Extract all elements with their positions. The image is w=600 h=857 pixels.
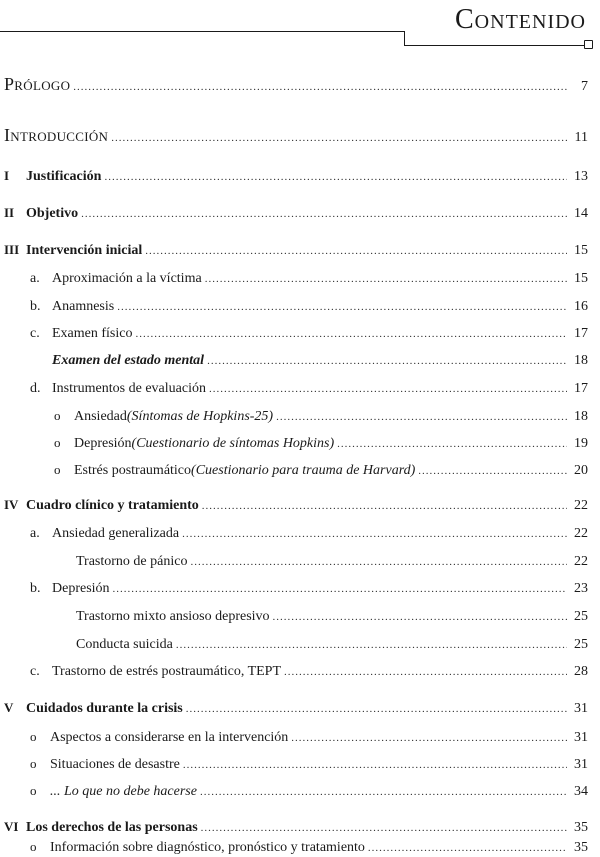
toc-entry-desastre[interactable] (30, 755, 588, 774)
toc-entry-objetivo[interactable] (4, 204, 588, 223)
toc-entry-label: ... Lo que no debe hacerse (50, 784, 197, 799)
section-number: VI (4, 819, 19, 834)
subsection-letter: c. (30, 326, 40, 341)
toc-entry-note: (Cuestionario para trauma de Harvard) (191, 463, 416, 478)
toc-entry-label: Conducta suicida (76, 637, 173, 652)
toc-leader-dots (135, 325, 567, 343)
toc-page-number: 14 (574, 206, 588, 221)
toc-entry-cuadro-clinico[interactable] (4, 496, 588, 515)
toc-page-number: 31 (574, 701, 588, 716)
toc-entry-label: Examen del estado mental (52, 353, 205, 368)
toc-entry-label: Cuadro clínico y tratamiento (26, 498, 199, 513)
toc-page-number: 34 (574, 784, 588, 799)
toc-entry-depresion-inst[interactable] (54, 434, 588, 453)
toc-leader-dots (276, 408, 567, 426)
toc-leader-dots (117, 298, 567, 316)
toc-leader-dots (182, 525, 567, 543)
toc-page-number: 7 (581, 79, 588, 94)
toc-entry-label: Aspectos a considerarse en la intervención (50, 730, 289, 745)
toc-entry-label: Estrés postraumático (74, 463, 192, 478)
subsection-letter: c. (30, 664, 40, 679)
toc-leader-dots (145, 242, 567, 260)
section-number: V (4, 700, 14, 715)
toc-entry-label: Trastorno mixto ansioso depresivo (76, 609, 270, 624)
toc-entry-label: Objetivo (26, 206, 79, 221)
toc-page-number: 25 (574, 609, 588, 624)
toc-entry-label: Trastorno de estrés postraumático, TEPT (52, 664, 282, 679)
toc-leader-dots (209, 380, 567, 398)
subsection-letter: d. (30, 381, 41, 396)
toc-entry-label: Información sobre diagnóstico, pronóstico y tratamiento (50, 840, 365, 855)
header-rule (0, 31, 405, 32)
toc-page-number: 35 (574, 820, 588, 835)
toc-leader-dots (183, 756, 567, 774)
section-number: III (4, 242, 20, 257)
toc-leader-dots (186, 700, 567, 718)
toc-entry-ansiedad[interactable] (54, 407, 588, 426)
toc-leader-dots (291, 729, 567, 747)
toc-entry-label: Instrumentos de evaluación (52, 381, 206, 396)
toc-entry-examen-fisico[interactable] (30, 325, 588, 343)
toc-entry-introduccion[interactable] (4, 126, 588, 147)
bullet-marker: o (30, 756, 37, 771)
toc-entry-aproximacion[interactable] (30, 270, 588, 288)
toc-page-number: 18 (574, 353, 588, 368)
toc-leader-dots (284, 663, 567, 681)
toc-entry-mixto[interactable] (76, 608, 588, 626)
toc-page-number: 20 (574, 463, 588, 478)
toc-page-number: 17 (574, 326, 588, 341)
subsection-letter: b. (30, 299, 41, 314)
subsection-letter: a. (30, 526, 40, 541)
toc-leader-dots (104, 168, 567, 186)
toc-entry-estres[interactable] (54, 461, 588, 480)
toc-leader-dots (200, 783, 567, 801)
toc-entry-label: Ansiedad generalizada (52, 526, 180, 541)
bullet-marker: o (30, 839, 37, 854)
toc-page-number: 22 (574, 526, 588, 541)
toc-entry-note: (Cuestionario de síntomas Hopkins) (131, 436, 335, 451)
bullet-marker: o (54, 462, 61, 477)
toc-entry-label: Los derechos de las personas (26, 820, 198, 835)
toc-page-number: 19 (574, 436, 588, 451)
subsection-letter: a. (30, 271, 40, 286)
toc-leader-dots (273, 608, 567, 626)
toc-leader-dots (418, 462, 567, 480)
toc-page-number: 22 (574, 498, 588, 513)
toc-entry-justificacion[interactable] (4, 167, 588, 186)
toc-entry-derechos[interactable] (4, 818, 588, 837)
toc-entry-intervencion[interactable] (4, 241, 588, 260)
toc-entry-anamnesis[interactable] (30, 298, 588, 316)
toc-entry-cuidados[interactable] (4, 699, 588, 718)
toc-entry-tept[interactable] (30, 663, 588, 681)
toc-entry-label: Intervención inicial (26, 243, 143, 258)
toc-leader-dots (190, 553, 567, 571)
header-rule-lower (404, 45, 584, 46)
page-header (0, 0, 600, 60)
toc-entry-ansiedad-gen[interactable] (30, 525, 588, 543)
toc-leader-dots (73, 78, 567, 96)
toc-entry-label: Ansiedad (74, 409, 127, 424)
bullet-marker: o (30, 729, 37, 744)
toc-leader-dots (205, 270, 567, 288)
toc-page-number: 31 (574, 730, 588, 745)
toc-entry-depresion[interactable] (30, 580, 588, 598)
toc-page-number: 16 (574, 299, 588, 314)
toc-page-number: 15 (574, 243, 588, 258)
toc-leader-dots (81, 205, 567, 223)
toc-leader-dots (202, 497, 567, 515)
toc-page-number: 11 (574, 130, 588, 145)
toc-page-number: 17 (574, 381, 588, 396)
toc-entry-aspectos[interactable] (30, 728, 588, 747)
toc-entry-label: Depresión (52, 581, 110, 596)
toc-entry-label: Prólogo (4, 74, 71, 94)
page-title: Contenido (455, 4, 586, 35)
section-number: I (4, 168, 10, 183)
toc-entry-prologo[interactable] (4, 75, 588, 96)
header-rule-step (404, 31, 405, 46)
bullet-marker: o (54, 408, 61, 423)
toc-leader-dots (368, 839, 567, 857)
toc-leader-dots (113, 580, 567, 598)
toc-leader-dots (111, 129, 567, 147)
section-number: II (4, 205, 15, 220)
toc-entry-panico[interactable] (76, 553, 588, 571)
toc-page-number: 25 (574, 637, 588, 652)
toc-page-number: 31 (574, 757, 588, 772)
toc-page-number: 13 (574, 169, 588, 184)
toc-entry-label: Trastorno de pánico (76, 554, 188, 569)
toc-entry-examen-mental[interactable] (52, 352, 588, 370)
toc-entry-label: Aproximación a la víctima (52, 271, 202, 286)
toc-page-number: 23 (574, 581, 588, 596)
toc-page-number: 15 (574, 271, 588, 286)
toc-leader-dots (176, 636, 567, 654)
toc-entry-label: Cuidados durante la crisis (26, 701, 183, 716)
toc-entry-label: Anamnesis (52, 299, 115, 314)
toc-page-number: 35 (574, 840, 588, 855)
toc-entry-label: Justificación (26, 169, 102, 184)
toc-entry-label: Examen físico (52, 326, 133, 341)
bullet-marker: o (30, 783, 37, 798)
toc-leader-dots (337, 435, 567, 453)
toc-entry-suicida[interactable] (76, 636, 588, 654)
bullet-marker: o (54, 435, 61, 450)
toc-entry-label: Situaciones de desastre (50, 757, 180, 772)
toc-entry-instrumentos[interactable] (30, 380, 588, 398)
subsection-letter: b. (30, 581, 41, 596)
toc-entry-note: (Síntomas de Hopkins-25) (126, 409, 274, 424)
toc-entry-no-hacerse[interactable] (30, 782, 588, 801)
toc-leader-dots (207, 352, 567, 370)
section-number: IV (4, 497, 19, 512)
toc-leader-dots (201, 819, 567, 837)
header-ornament (584, 40, 593, 49)
toc-entry-informacion[interactable] (30, 838, 588, 857)
toc-page-number: 28 (574, 664, 588, 679)
toc-entry-label: Depresión (74, 436, 132, 451)
toc-page-number: 18 (574, 409, 588, 424)
toc-page-number: 22 (574, 554, 588, 569)
toc-entry-label: Introducción (4, 125, 109, 145)
